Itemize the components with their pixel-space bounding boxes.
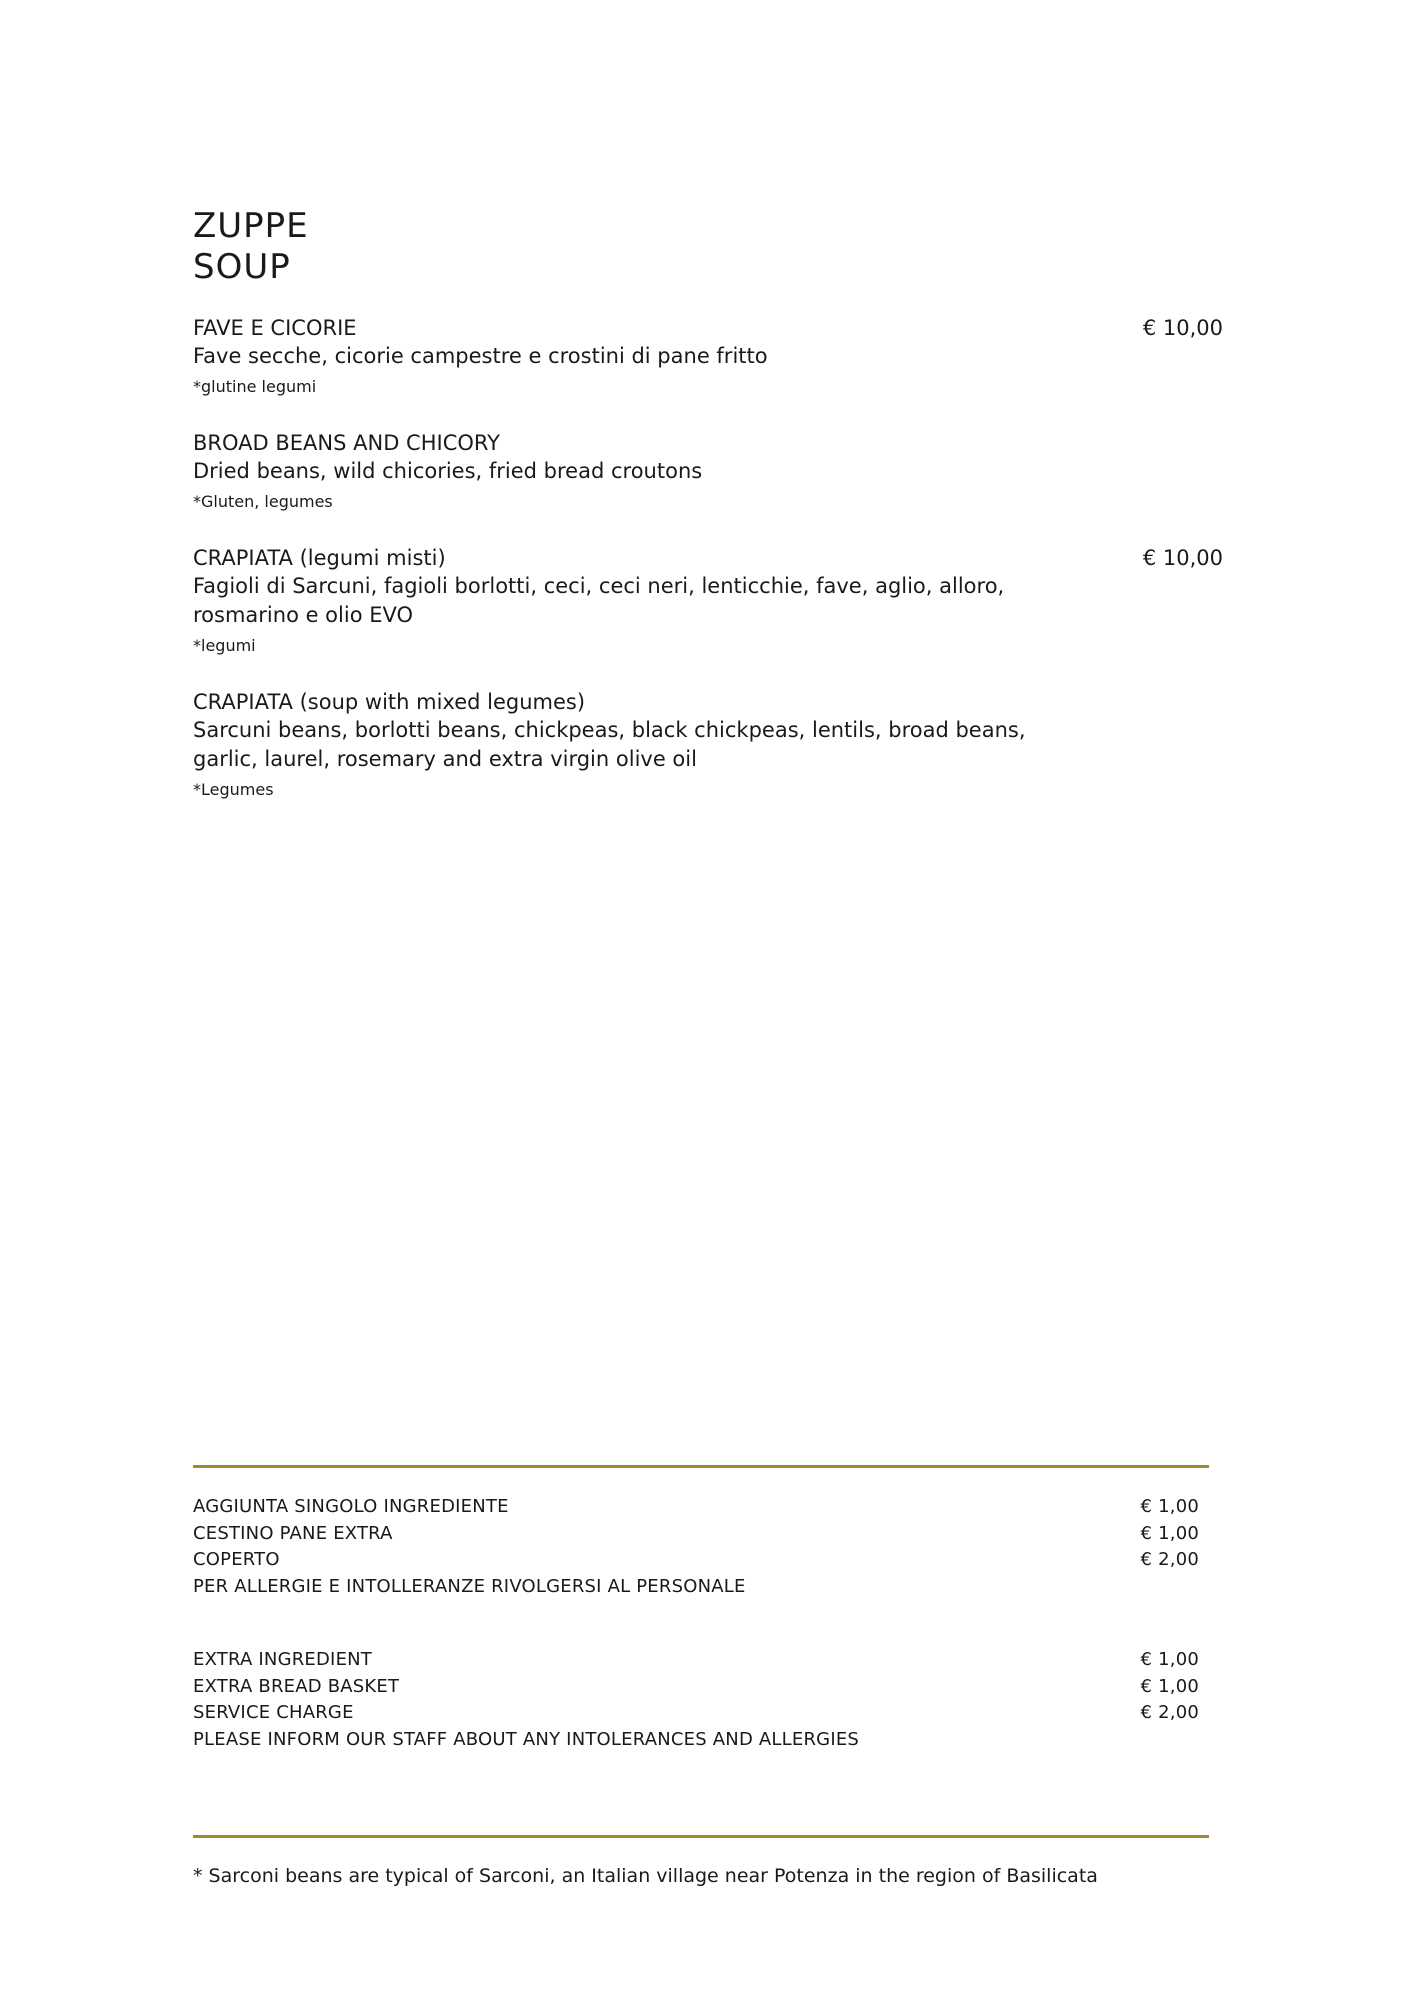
extra-price: € 2,00: [1140, 1702, 1199, 1723]
divider-rule: [193, 1465, 1209, 1468]
page-title: [193, 206, 309, 288]
extra-label: EXTRA BREAD BASKET: [193, 1675, 400, 1697]
title-english: SOUP: [193, 247, 291, 287]
dish-item: [193, 688, 1223, 800]
dish-allergens: *glutine legumi: [193, 377, 317, 396]
extra-price: € 1,00: [1140, 1496, 1199, 1517]
extra-label: AGGIUNTA SINGOLO INGREDIENTE: [193, 1496, 509, 1517]
extra-label: COPERTO: [193, 1549, 280, 1570]
dish-item: [193, 314, 1223, 397]
dish-name: CRAPIATA (legumi misti): [193, 546, 446, 570]
extra-price: € 1,00: [1140, 1649, 1199, 1670]
dish-price: € 10,00: [1142, 316, 1223, 340]
dish-description: Fave secche, cicorie campestre e crostini di pane fritto: [193, 344, 768, 368]
footnote: * Sarconi beans are typical of Sarconi, an Italian village near Potenza in the region of Basilicata: [193, 1865, 1098, 1887]
extra-row: [193, 1674, 1199, 1701]
extra-label: PER ALLERGIE E INTOLLERANZE RIVOLGERSI AL PERSONALE: [193, 1575, 746, 1597]
extra-row: [193, 1547, 1199, 1574]
dish-name: CRAPIATA (soup with mixed legumes): [193, 690, 586, 714]
title-italian: ZUPPE: [193, 206, 309, 246]
extra-label: CESTINO PANE EXTRA: [193, 1522, 393, 1544]
extra-row: [193, 1521, 1199, 1548]
allergy-notice: [193, 1727, 1199, 1754]
extra-price: € 2,00: [1140, 1549, 1199, 1570]
dish-price: € 10,00: [1142, 546, 1223, 570]
dish-allergens: *Legumes: [193, 780, 274, 799]
allergy-notice: [193, 1574, 1199, 1601]
extra-row: [193, 1494, 1199, 1521]
extra-label: PLEASE INFORM OUR STAFF ABOUT ANY INTOLERANCES AND ALLERGIES: [193, 1728, 860, 1750]
dish-name: FAVE E CICORIE: [193, 316, 357, 340]
dish-description: Sarcuni beans, borlotti beans, chickpeas, black chickpeas, lentils, broad beans, garlic, laurel, rosemary and extra virgin olive oil: [193, 718, 1026, 771]
extra-price: € 1,00: [1140, 1522, 1199, 1544]
divider-rule: [193, 1835, 1209, 1838]
extra-row: [193, 1700, 1199, 1727]
extra-label: EXTRA INGREDIENT: [193, 1649, 372, 1670]
extras-italian: [193, 1494, 1199, 1600]
dish-allergens: *legumi: [193, 636, 256, 655]
extra-price: € 1,00: [1140, 1675, 1199, 1697]
dish-allergens: *Gluten, legumes: [193, 492, 333, 511]
dish-description: Fagioli di Sarcuni, fagioli borlotti, ceci, ceci neri, lenticchie, fave, aglio, alloro, rosmarino e olio EVO: [193, 574, 1005, 627]
dish-name: BROAD BEANS AND CHICORY: [193, 431, 500, 455]
dish-item: [193, 544, 1223, 656]
extra-row: [193, 1647, 1199, 1674]
dish-description: Dried beans, wild chicories, fried bread croutons: [193, 459, 703, 483]
extras-english: [193, 1647, 1199, 1753]
extra-label: SERVICE CHARGE: [193, 1702, 354, 1723]
dish-item: [193, 429, 1223, 512]
